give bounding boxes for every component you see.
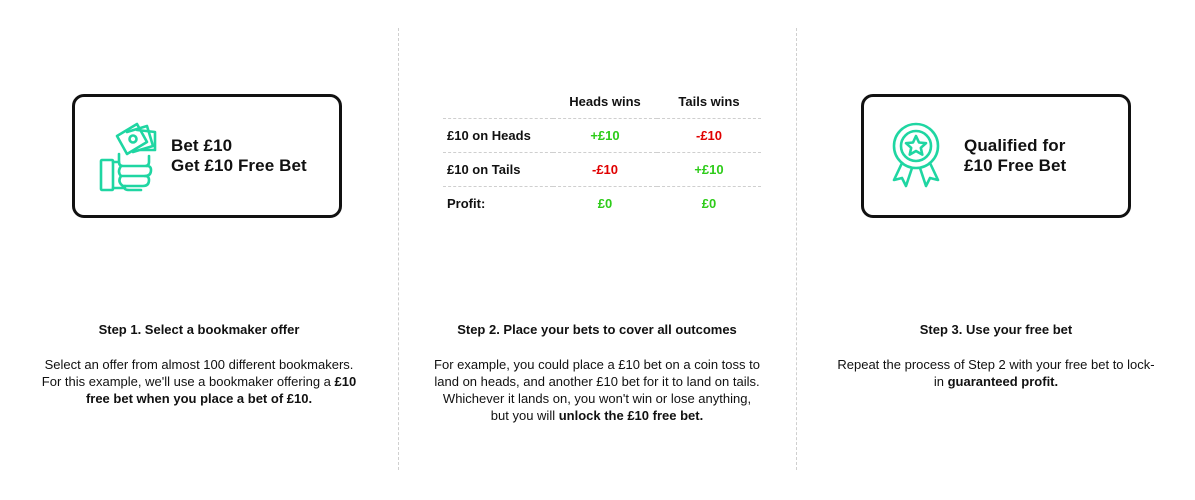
card-line-2: Get £10 Free Bet [171, 156, 307, 175]
table-header-blank [443, 86, 553, 118]
step-1-column [0, 0, 398, 500]
outcome-table [443, 86, 761, 220]
table-row [443, 152, 761, 186]
step-body [833, 356, 1159, 390]
step-2-column [398, 0, 796, 500]
step-body-text: Select an offer from almost 100 different bookmakers. For this example, we'll use a bookmaker offering a [41, 357, 354, 389]
step-1-text [0, 322, 398, 407]
tails-value: £0 [657, 186, 761, 220]
step-body-text: For example, you could place a £10 bet on a coin toss to land on heads, and another £10 bet for it to land on tails. Whichever it lands on, you won't win or lose anything, but you will [434, 357, 760, 423]
heads-value: -£10 [553, 152, 657, 186]
row-label: £10 on Heads [443, 118, 553, 152]
card-line-2: £10 Free Bet [964, 156, 1067, 175]
offer-card [72, 94, 342, 218]
hand-holding-money-icon [97, 120, 167, 192]
row-label: £10 on Tails [443, 152, 553, 186]
heads-value: £0 [553, 186, 657, 220]
step-3-text [797, 322, 1195, 390]
step-title: Step 3. Use your free bet [919, 322, 1073, 337]
table-header-heads: Heads wins [569, 94, 641, 110]
tails-value: -£10 [657, 118, 761, 152]
card-line-1: Bet £10 [171, 136, 233, 155]
card-line-1: Qualified for [964, 136, 1066, 155]
step-body-highlight: £10 free bet when you place a bet of £10. [85, 374, 357, 406]
step-title: Step 1. Select a bookmaker offer [98, 322, 300, 337]
step-body [36, 356, 362, 407]
table-row [443, 118, 761, 152]
qualified-card [861, 94, 1131, 218]
step-body-text: Repeat the process of Step 2 with your free bet to lock-in [837, 357, 1155, 389]
step-body-highlight: unlock the £10 free bet. [558, 408, 704, 423]
step-body-highlight: guaranteed profit. [947, 374, 1059, 389]
heads-value: +£10 [553, 118, 657, 152]
award-ribbon-icon [888, 120, 944, 192]
table-row [443, 186, 761, 220]
tails-value: +£10 [657, 152, 761, 186]
table-header-tails: Tails wins [678, 94, 740, 110]
step-3-column [797, 0, 1195, 500]
step-title: Step 2. Place your bets to cover all outcomes [457, 322, 737, 337]
step-2-text [398, 322, 796, 424]
row-label: Profit: [443, 186, 553, 220]
step-body [434, 356, 760, 424]
